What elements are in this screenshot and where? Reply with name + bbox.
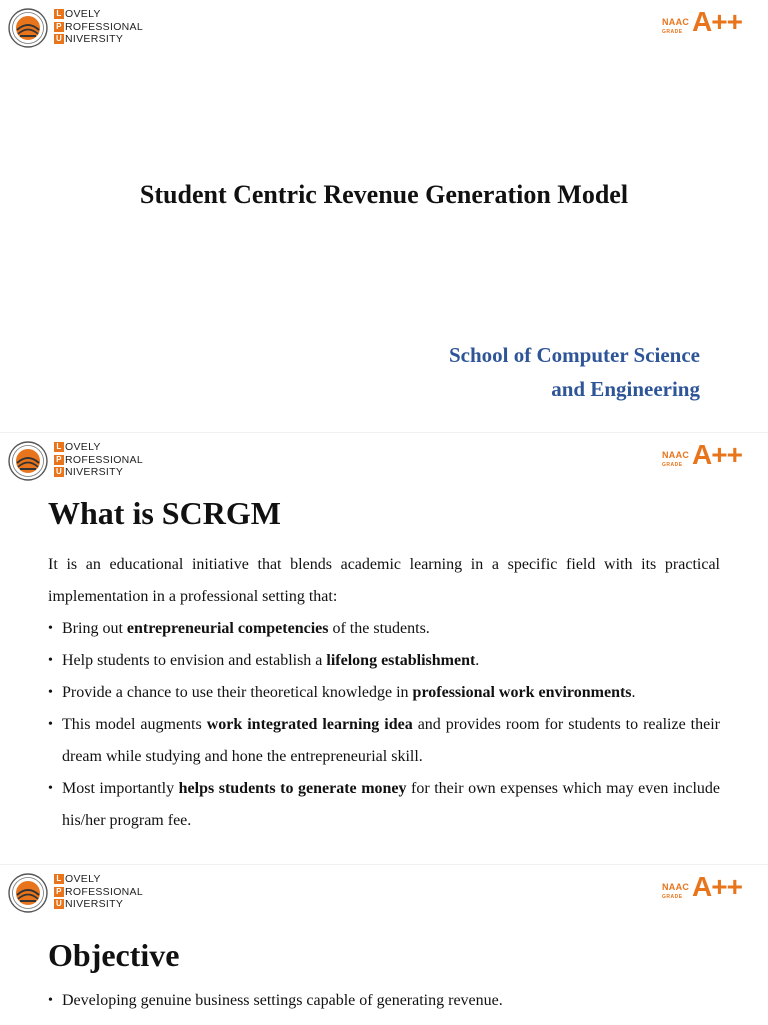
lpu-word-2: ROFESSIONAL: [65, 453, 143, 466]
lpu-seal-icon: [8, 441, 48, 481]
lpu-wordmark: [54, 441, 143, 479]
lpu-letter-p: P: [54, 887, 64, 897]
slide-what-is-scrgm: [0, 432, 768, 837]
bullet-emphasis: entrepreneurial competencies: [126, 620, 329, 637]
school-name: [449, 338, 700, 406]
lpu-word-1: OVELY: [65, 873, 101, 885]
naac-badge: [662, 6, 762, 42]
bullet-list: [48, 985, 720, 1017]
slide-heading: What is SCRGM: [48, 495, 281, 531]
slide-title: [0, 0, 768, 420]
lpu-word-1: OVELY: [65, 8, 101, 20]
lpu-wordmark: [54, 873, 143, 911]
bullet-emphasis: lifelong establishment: [326, 652, 476, 669]
naac-grade-label: GRADE: [662, 29, 683, 35]
school-name-line-1: School of Computer Science: [448, 343, 700, 367]
lpu-word-3: NIVERSITY: [65, 898, 124, 910]
naac-grade-value: A++: [692, 871, 742, 902]
lpu-word-3: NIVERSITY: [65, 466, 124, 478]
bullet-item: • Developing genuine business settings capable of generating revenue.: [48, 985, 720, 1017]
slide-objective: [0, 864, 768, 1025]
lpu-seal-icon: [8, 8, 48, 48]
lpu-letter-u: U: [55, 899, 63, 909]
lpu-letter-l: L: [54, 442, 64, 452]
lpu-word-2: ROFESSIONAL: [65, 885, 143, 898]
bullet-emphasis: professional work environments: [412, 684, 632, 701]
naac-label: NAAC: [662, 17, 690, 27]
lpu-word-1: OVELY: [65, 441, 101, 453]
lpu-letter-l: L: [54, 9, 64, 19]
school-name-line-2: and Engineering: [551, 377, 700, 401]
lpu-wordmark: [54, 8, 143, 46]
lpu-letter-l: L: [54, 874, 64, 884]
lpu-logo: [8, 6, 143, 50]
naac-grade-value: A++: [692, 6, 742, 37]
lpu-seal-icon: [8, 873, 48, 913]
lpu-logo: [8, 439, 143, 483]
bullet-emphasis: helps students to generate money: [178, 780, 407, 797]
lpu-word-3: NIVERSITY: [65, 33, 124, 45]
intro-paragraph: It is an educational initiative that blends academic learning in a specific field with its practical implementation in a professional setting that:: [48, 556, 720, 605]
lpu-letter-p: P: [54, 22, 64, 32]
lpu-letter-p: P: [54, 455, 64, 465]
naac-grade-label: GRADE: [662, 462, 683, 468]
bullet-item: • Bring out entrepreneurial competencies of the students.: [48, 613, 720, 645]
lpu-letter-u: U: [55, 467, 63, 477]
lpu-letter-u: U: [55, 34, 63, 44]
naac-badge: [662, 439, 762, 475]
bullet-item: • Help students to envision and establish a lifelong establishment.: [48, 645, 720, 677]
lpu-word-2: ROFESSIONAL: [65, 20, 143, 33]
naac-label: NAAC: [662, 450, 690, 460]
naac-grade-value: A++: [692, 439, 742, 470]
presentation-title: Student Centric Revenue Generation Model: [139, 180, 629, 209]
lpu-logo: [8, 871, 143, 915]
naac-grade-label: GRADE: [662, 894, 683, 900]
naac-badge: [662, 871, 762, 907]
bullet-item: • This model augments work integrated learning idea and provides room for students to realize their dream while studying and hone the entrepreneurial skill.: [48, 709, 720, 773]
slide-body: [48, 549, 720, 837]
slide-heading: Objective: [48, 937, 180, 973]
bullet-item: • Provide a chance to use their theoretical knowledge in professional work environments.: [48, 677, 720, 709]
bullet-emphasis: work integrated learning idea: [206, 716, 413, 733]
bullet-item: • Most importantly helps students to generate money for their own expenses which may even include his/her program fee.: [48, 773, 720, 837]
naac-label: NAAC: [662, 882, 690, 892]
slide-body: [48, 985, 720, 1017]
bullet-list: [48, 613, 720, 837]
